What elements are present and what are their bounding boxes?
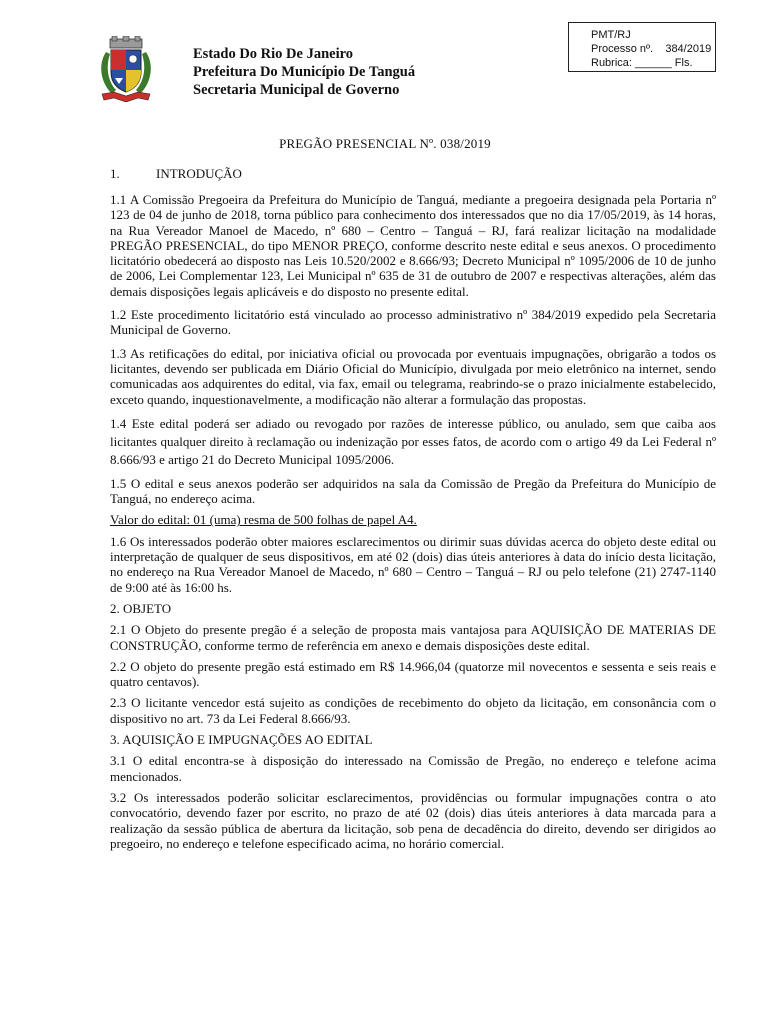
- paragraph-2-2: 2.2 O objeto do presente pregão está estimado em R$ 14.966,04 (quatorze mil novecentos e sessenta e seis reais e quatro centavos).: [110, 658, 716, 690]
- municipal-crest-logo: [98, 36, 154, 102]
- stamp-pmt: PMT/RJ: [591, 29, 631, 41]
- paragraph-3-2: 3.2 Os interessados poderão solicitar esclarecimentos, providências ou formular impugnações contra o ato convocatório, devendo fazer por escrito, no prazo de até 02 (dois) dias úteis anteriores à data marcada para a realização da sessão pública de abertura da licitação, sob pena de decadência do direito, devendo ser dirigidos ao pregoeiro, no endereço e telefone especificado acima, no horário comercial.: [110, 789, 716, 851]
- section-3-heading: 3. AQUISIÇÃO E IMPUGNAÇÕES AO EDITAL: [110, 732, 373, 748]
- section-1-number: 1.: [110, 166, 120, 181]
- header-secretariat: Secretaria Municipal de Governo: [193, 82, 400, 98]
- paragraph-1-6: 1.6 Os interessados poderão obter maiores esclarecimentos ou dirimir suas dúvidas acerca do objeto deste edital ou interpretação de qualquer de seus dispositivos, em até 02 (dois) dias úteis anteriores à data do início desta licitação, no endereço na Rua Vereador Manoel de Macedo, nº 680 – Centro – Tanguá – RJ ou pelo telefone (21) 2747-1140 de 9:00 até às 16:00 hs.: [110, 533, 716, 595]
- header-block: [193, 45, 415, 99]
- paragraph-2-3: 2.3 O licitante vencedor está sujeito as condições de recebimento do objeto da licitação, em consonância com o dispositivo no art. 73 da Lei Federal 8.666/93.: [110, 695, 716, 726]
- paragraph-3-1: 3.1 O edital encontra-se à disposição do interessado na Comissão de Pregão, no endereço e telefone acima mencionados.: [110, 753, 716, 784]
- stamp-rubrica: Rubrica: ______ Fls.: [591, 57, 693, 69]
- paragraph-1-5: 1.5 O edital e seus anexos poderão ser adquiridos na sala da Comissão de Pregão da Prefeitura do Município de Tanguá, no endereço acima.: [110, 475, 716, 507]
- document-body: [110, 192, 716, 857]
- document-title: PREGÃO PRESENCIAL Nº. 038/2019: [279, 136, 491, 151]
- header-state: Estado Do Rio De Janeiro: [193, 46, 354, 62]
- paragraph-1-4: 1.4 Este edital poderá ser adiado ou revogado por razões de interesse público, ou anulado, sem que caiba aos licitantes qualquer direito à reclamação ou indenização por esses fatos, de acordo com o artigo 49 da Lei Federal nº 8.666/93 e artigo 21 do Decreto Municipal 1095/2006.: [110, 415, 716, 467]
- paragraph-1-3: 1.3 As retificações do edital, por iniciativa oficial ou provocada por eventuais impugnações, obrigarão a todos os licitantes, devendo ser publicada em Diário Oficial do Município, divulgada por meio eletrônico na internet, sendo comunicadas aos adquirentes do edital, via fax, email ou telegrama, reabrindo-se o prazo inicialmente estabelecido, exceto quando, inquestionavelmente, a modificação não alterar a formulação das propostas.: [110, 345, 716, 407]
- section-1-title: INTRODUÇÃO: [156, 166, 242, 181]
- process-stamp-box: [568, 22, 716, 72]
- edital-value-note: Valor do edital: 01 (uma) resma de 500 folhas de papel A4.: [110, 512, 417, 528]
- stamp-process-number: Processo nº. 384/2019: [591, 43, 712, 55]
- section-1-heading: [110, 166, 242, 182]
- section-2-heading: 2. OBJETO: [110, 600, 172, 616]
- paragraph-1-2: 1.2 Este procedimento licitatório está vinculado ao processo administrativo nº 384/2019 expedido pela Secretaria Municipal de Governo.: [110, 307, 716, 338]
- paragraph-2-1: 2.1 O Objeto do presente pregão é a seleção de proposta mais vantajosa para AQUISIÇÃO DE MATERIAS DE CONSTRUÇÃO, conforme termo de referência em anexo e demais disposições deste edital.: [110, 622, 716, 653]
- paragraph-1-1: 1.1 A Comissão Pregoeira da Prefeitura do Município de Tanguá, mediante a pregoeira designada pela Portaria nº 123 de 04 de junho de 2018, torna público para conhecimento dos interessados que no dia 17/05/2019, às 14 horas, na Rua Vereador Manoel de Macedo, nº 680 – Centro – Tanguá – RJ, fará realizar licitação na modalidade PREGÃO PRESENCIAL, do tipo MENOR PREÇO, conforme descrito neste edital e seus anexos. O procedimento licitatório obedecerá ao disposto nas Leis 10.520/2002 e 8.666/93; Decreto Municipal nº 1095/2006 de 10 de junho de 2006, Lei Complementar 123, Lei Municipal nº 635 de 31 de outubro de 2007 e respectivas alterações, além das demais disposições legais aplicáveis e do disposto no presente edital.: [110, 192, 716, 299]
- header-prefecture: Prefeitura Do Município De Tanguá: [193, 64, 416, 80]
